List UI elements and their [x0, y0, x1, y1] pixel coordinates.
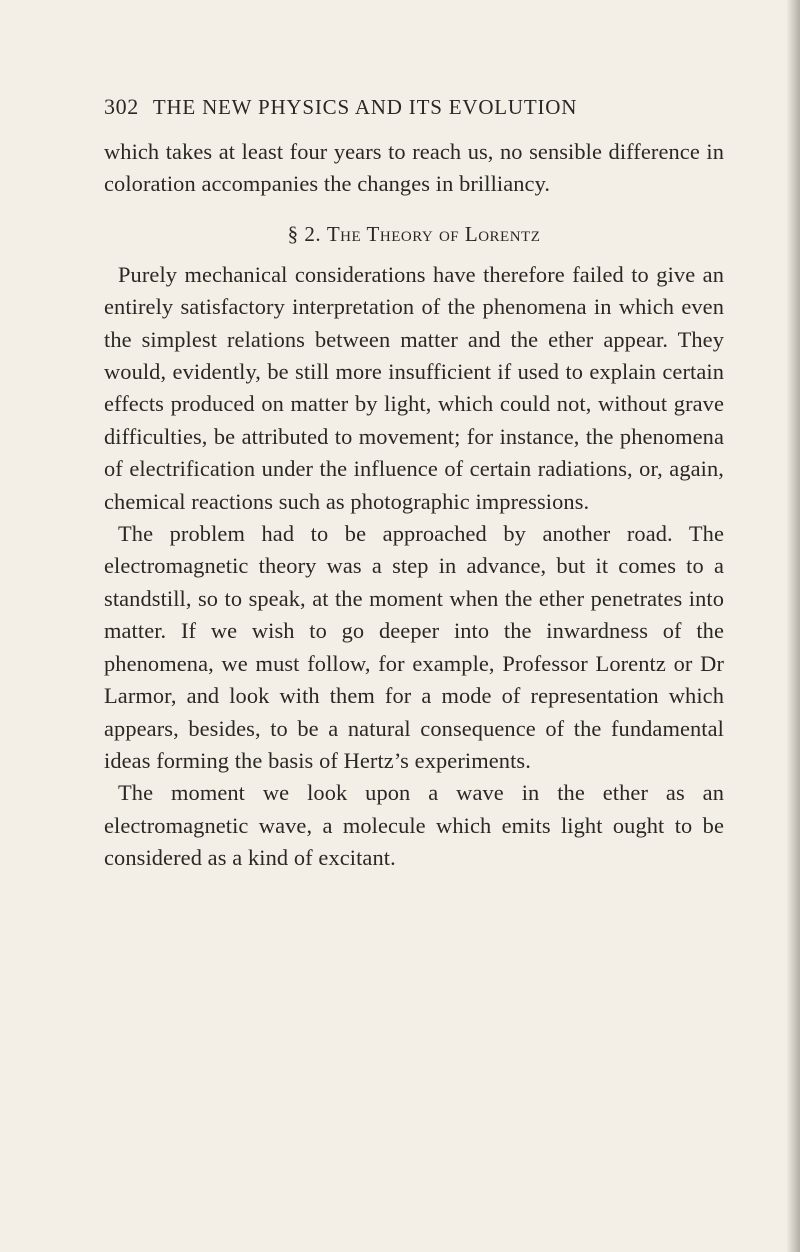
body-text: [104, 136, 724, 875]
section-title: The Theory of Lorentz: [326, 221, 541, 246]
section-heading: [104, 219, 724, 249]
running-title: THE NEW PHYSICS AND ITS EVOLUTION: [152, 95, 578, 119]
paragraph: Purely mechanical considerations have therefore failed to give an entirely satisfactory interpretation of the phenomena in which even the simplest relations between matter and the ether appear. They would, evidently, be still more insufficient if used to explain certain effects produced on matter by light, which could not, without grave difficulties, be attributed to movement; for instance, the phenomena of electrification under the influence of certain radiations, or, again, chemical reactions such as photographic impressions.: [104, 261, 724, 514]
paragraph-continuation: which takes at least four years to reach us, no sensible difference in coloration accompanies the changes in brilliancy.: [104, 139, 724, 197]
paragraph: The moment we look upon a wave in the ether as an electromagnetic wave, a molecule which emits light ought to be considered as a kind of excitant.: [104, 780, 724, 871]
page-edge-shadow: [786, 0, 800, 1252]
page-number: 302: [104, 94, 139, 119]
paragraph: The problem had to be approached by another road. The electromagnetic theory was a step in advance, but it comes to a standstill, so to speak, at the moment when the ether penetrates into matter. If we wish to go deeper into the inwardness of the phenomena, we must follow, for example, Professor Lorentz or Dr Larmor, and look with them for a mode of representation which appears, besides, to be a natural consequence of the fundamental ideas forming the basis of Hertz’s experiments.: [104, 521, 724, 773]
running-header: [104, 94, 724, 120]
book-page: [104, 94, 724, 875]
section-mark: § 2.: [287, 221, 322, 246]
